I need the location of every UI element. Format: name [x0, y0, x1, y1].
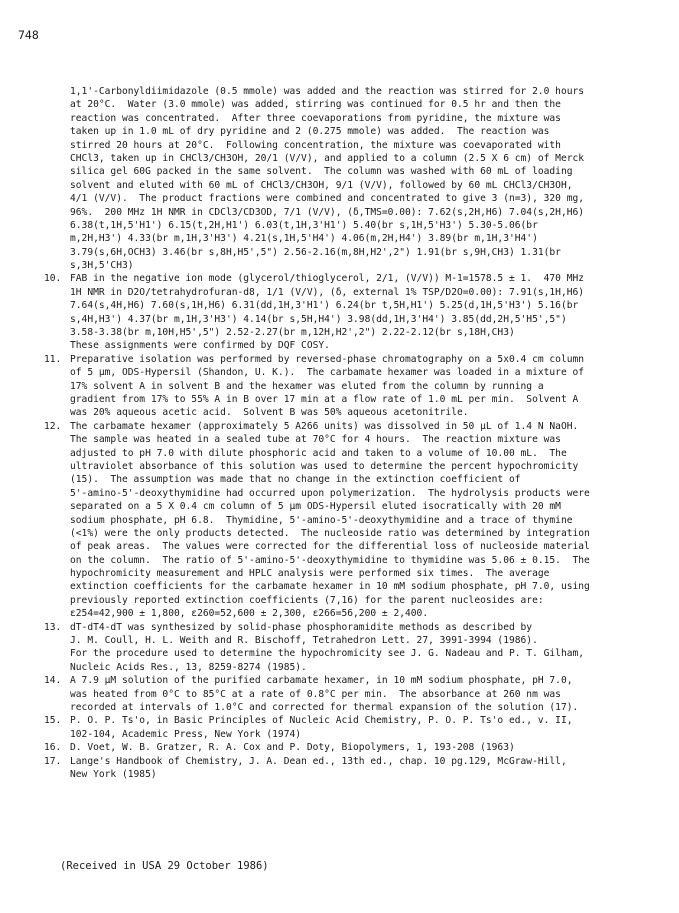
- text-line: 6.38(t,1H,5'H1') 6.15(t,2H,H1') 6.03(t,1H,3'H1') 5.40(br s,1H,5'H3') 5.30-5.06(br: [70, 219, 538, 231]
- received-date: (Received in USA 29 October 1986): [60, 860, 269, 872]
- note-number: 15.: [44, 715, 62, 727]
- note-text: [70, 353, 584, 420]
- text-line: P. O. P. Ts'o, in Basic Principles of Nucleic Acid Chemistry, P. O. P. Ts'o ed., v. II,: [70, 715, 573, 727]
- text-line: recorded at intervals of 1.0°C and corrected for thermal expansion of the solution (17).: [70, 701, 579, 713]
- text-line: on the column. The ratio of 5'-amino-5'-deoxythymidine to thymidine was 5.06 ± 0.15. The: [70, 554, 590, 566]
- note-text: [70, 674, 578, 714]
- text-line: ε254=42,900 ± 1,800, ε260=52,600 ± 2,300, ε266=56,200 ± 2,400.: [70, 608, 429, 620]
- text-line: 4/1 (V/V). The product fractions were combined and concentrated to give 3 (n=3), 320 mg,: [70, 193, 585, 205]
- text-line: 7.64(s,4H,H6) 7.60(s,1H,H6) 6.31(dd,1H,3'H1') 6.24(br t,5H,H1') 5.25(d,1H,5'H3') 5.16(br: [70, 300, 579, 312]
- note-text: [70, 755, 567, 782]
- text-line: (15). The assumption was made that no change in the extinction coefficient of: [70, 474, 521, 486]
- text-line: was 20% aqueous acetic acid. Solvent B was 50% aqueous acetonitrile.: [70, 407, 469, 419]
- text-line: 17% solvent A in solvent B and the hexamer was eluted from the column by running a: [70, 380, 544, 392]
- text-line: Preparative isolation was performed by reversed-phase chromatography on a 5x0.4 cm column: [70, 353, 585, 365]
- note-15: [42, 714, 662, 741]
- text-line: CHCl3, taken up in CHCl3/CH3OH, 20/1 (V/V), and applied to a column (2.5 X 6 cm) of Merck: [70, 152, 585, 164]
- document-body: [42, 85, 662, 781]
- text-line: The carbamate hexamer (approximately 5 A266 units) was dissolved in 50 μL of 1.4 N NaOH.: [70, 420, 579, 432]
- text-line: D. Voet, W. B. Gratzer, R. A. Cox and P. Doty, Biopolymers, 1, 193-208 (1963): [70, 742, 515, 754]
- note-text: [70, 621, 584, 675]
- text-line: of peak areas. The values were corrected for the differential loss of nucleoside material: [70, 541, 590, 553]
- continuation-paragraph: [42, 85, 662, 272]
- text-line: at 20°C. Water (3.0 mmole) was added, stirring was continued for 0.5 hr and then the: [70, 99, 561, 111]
- text-line: New York (1985): [70, 768, 157, 780]
- text-line: silica gel 60G packed in the same solvent. The column was washed with 60 mL of loading: [70, 166, 573, 178]
- text-line: taken up in 1.0 mL of dry pyridine and 2 (0.275 mmole) was added. The reaction was: [70, 126, 550, 138]
- text-line: A 7.9 μM solution of the purified carbamate hexamer, in 10 mM sodium phosphate, pH 7.0,: [70, 675, 573, 687]
- text-line: Nucleic Acids Res., 13, 8259-8274 (1985).: [70, 661, 307, 673]
- text-line: gradient from 17% to 55% A in B over 17 min at a flow rate of 1.0 mL per min. Solvent A: [70, 393, 579, 405]
- text-line: dT-dT4-dT was synthesized by solid-phase phosphoramidite methods as described by: [70, 621, 533, 633]
- note-text: [70, 272, 584, 352]
- text-line: extinction coefficients for the carbamate hexamer in 10 mM sodium phosphate, pH 7.0, using: [70, 581, 590, 593]
- text-line: 5'-amino-5'-deoxythymidine had occurred upon polymerization. The hydrolysis products were: [70, 487, 590, 499]
- text-line: adjusted to pH 7.0 with dilute phosphoric acid and taken to a volume of 10.00 mL. The: [70, 447, 567, 459]
- note-number: 13.: [44, 621, 62, 633]
- text-line: ultraviolet absorbance of this solution was used to determine the percent hypochromicity: [70, 460, 579, 472]
- text-line: s,4H,H3') 4.37(br m,1H,3'H3') 4.14(br s,5H,H4') 3.98(dd,1H,3'H4') 3.85(dd,2H,5'H5',5"): [70, 313, 567, 325]
- text-line: The sample was heated in a sealed tube at 70°C for 4 hours. The reaction mixture was: [70, 434, 561, 446]
- note-number: 16.: [44, 742, 62, 754]
- note-14: [42, 674, 662, 714]
- text-line: J. M. Coull, H. L. Weith and R. Bischoff, Tetrahedron Lett. 27, 3991-3994 (1986).: [70, 635, 538, 647]
- text-line: m,2H,H3') 4.33(br m,1H,3'H3') 4.21(s,1H,5'H4') 4.06(m,2H,H4') 3.89(br m,1H,3'H4'): [70, 233, 538, 245]
- notes-list: [42, 272, 662, 781]
- text-line: 3.58-3.38(br m,10H,H5',5") 2.52-2.27(br m,12H,H2',2") 2.22-2.12(br s,18H,CH3): [70, 327, 515, 339]
- text-line: previously reported extinction coefficients (7,16) for the parent nucleosides are:: [70, 594, 544, 606]
- note-text: [70, 714, 573, 741]
- text-line: 96%. 200 MHz 1H NMR in CDCl3/CD3OD, 7/1 (V/V), (δ,TMS=0.00): 7.62(s,2H,H6) 7.04(s,2H,H6): [70, 206, 585, 218]
- text-line: These assignments were confirmed by DQF COSY.: [70, 340, 330, 352]
- note-text: [70, 741, 515, 754]
- note-10: [42, 272, 662, 352]
- note-12: [42, 420, 662, 621]
- note-number: 11.: [44, 353, 62, 365]
- text-line: sodium phosphate, pH 6.8. Thymidine, 5'-amino-5'-deoxythymidine and a trace of thymine: [70, 514, 573, 526]
- text-line: hypochromicity measurement and HPLC analysis were performed six times. The average: [70, 568, 550, 580]
- note-17: [42, 755, 662, 782]
- text-line: Lange's Handbook of Chemistry, J. A. Dean ed., 13th ed., chap. 10 pg.129, McGraw-Hill,: [70, 755, 567, 767]
- text-line: s,3H,5'CH3): [70, 260, 134, 272]
- text-line: For the procedure used to determine the hypochromicity see J. G. Nadeau and P. T. Gilham,: [70, 648, 585, 660]
- text-line: 1H NMR in D2O/tetrahydrofuran-d8, 1/1 (V/V), (δ, external 1% TSP/D2O=0.00): 7.91(s,1H,H6): [70, 286, 585, 298]
- text-line: (<1%) were the only products detected. The nucleoside ratio was determined by integration: [70, 527, 590, 539]
- note-number: 14.: [44, 675, 62, 687]
- text-line: 1,1'-Carbonyldiimidazole (0.5 mmole) was added and the reaction was stirred for 2.0 hours: [70, 86, 585, 97]
- note-number: 10.: [44, 273, 62, 285]
- note-number: 17.: [44, 755, 62, 767]
- note-16: [42, 741, 662, 754]
- text-line: separated on a 5 X 0.4 cm column of 5 μm ODS-Hypersil eluted isocratically with 20 mM: [70, 501, 561, 513]
- text-line: solvent and eluted with 60 mL of CHCl3/CH3OH, 9/1 (V/V), followed by 60 mL CHCl3/CH3OH,: [70, 179, 573, 191]
- text-line: FAB in the negative ion mode (glycerol/thioglycerol, 2/1, (V/V)) M-1=1578.5 ± 1. 470 MHz: [70, 273, 585, 285]
- page-number: 748: [18, 28, 39, 42]
- text-line: 102-104, Academic Press, New York (1974): [70, 728, 302, 740]
- note-number: 12.: [44, 420, 62, 432]
- note-11: [42, 353, 662, 420]
- text-line: of 5 μm, ODS-Hypersil (Shandon, U. K.). The carbamate hexamer was loaded in a mixture of: [70, 367, 585, 379]
- note-13: [42, 621, 662, 675]
- text-line: 3.79(s,6H,OCH3) 3.46(br s,8H,H5',5") 2.56-2.16(m,8H,H2',2") 1.91(br s,9H,CH3) 1.31(br: [70, 246, 561, 258]
- text-line: stirred 20 hours at 20°C. Following concentration, the mixture was coevaporated with: [70, 139, 561, 151]
- note-text: [70, 420, 590, 621]
- text-line: reaction was concentrated. After three coevaporations from pyridine, the mixture was: [70, 112, 561, 124]
- text-line: was heated from 0°C to 85°C at a rate of 0.8°C per min. The absorbance at 260 nm was: [70, 688, 561, 700]
